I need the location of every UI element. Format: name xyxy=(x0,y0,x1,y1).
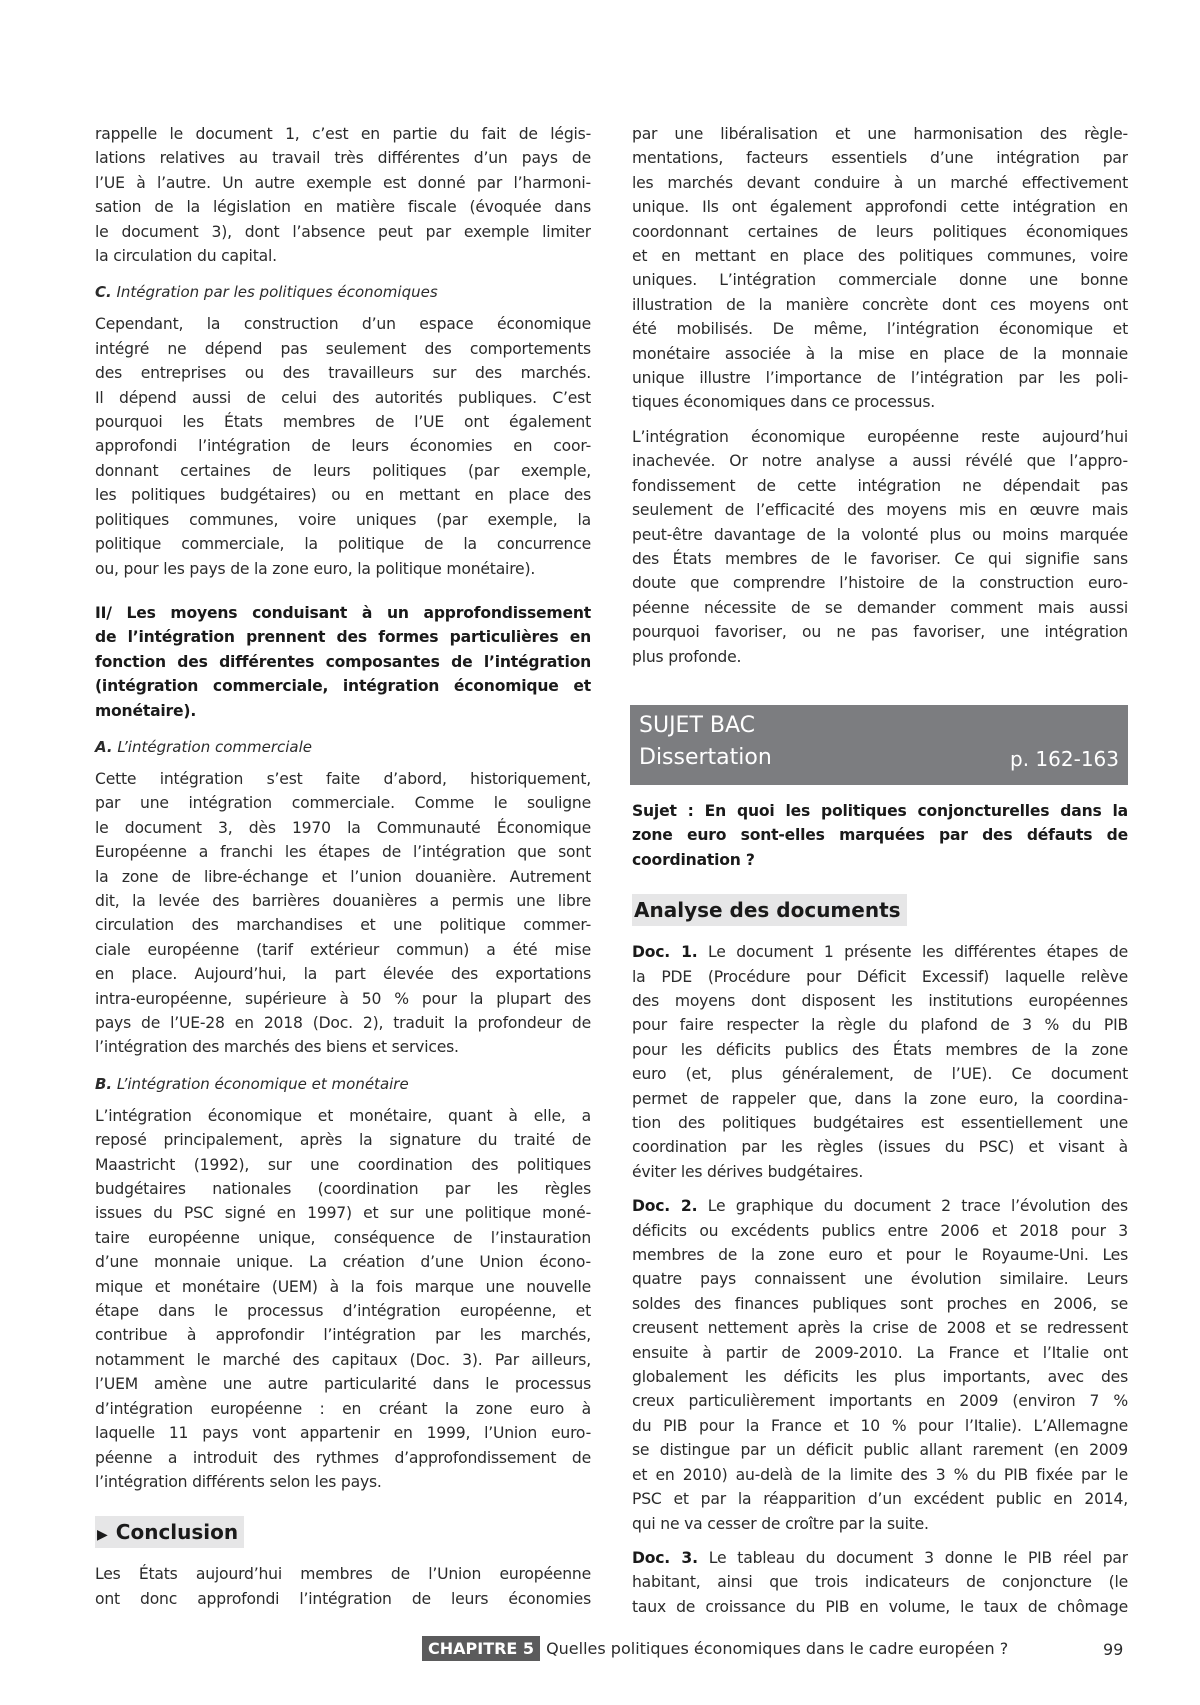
text-line xyxy=(632,1013,1128,1037)
text-line xyxy=(95,650,591,674)
text-line xyxy=(632,122,1128,146)
line-text: quatre pays connaissent une évolution similaire. Leurs xyxy=(632,1270,1128,1289)
line-text: coordination par les règles (issues du PSC) et visant à xyxy=(632,1138,1128,1157)
text-line xyxy=(632,317,1128,341)
text-line xyxy=(95,674,591,698)
text-line xyxy=(95,962,591,986)
text-line xyxy=(632,171,1128,195)
line-text: la PDE (Procédure pour Déficit Excessif) laquelle relève xyxy=(632,967,1128,986)
text-line xyxy=(632,620,1128,644)
line-text: peut-être davantage de la volonté plus ou moins marquée xyxy=(632,525,1128,544)
conclusion-label: Conclusion xyxy=(115,1520,239,1545)
paragraph xyxy=(95,122,591,268)
text-line xyxy=(632,523,1128,547)
text-line xyxy=(95,889,591,913)
conclusion-heading xyxy=(95,1516,244,1548)
line-text: uniques. L’intégration commerciale donne une bonne xyxy=(632,271,1128,290)
doc3-paragraph xyxy=(632,1546,1128,1619)
text-line xyxy=(95,601,591,625)
text-line xyxy=(95,146,591,170)
line-text: coordination ? xyxy=(632,850,755,869)
text-line xyxy=(632,146,1128,170)
line-text: taux de croissance du PIB en volume, le taux de chômage xyxy=(632,1597,1128,1616)
text-line xyxy=(95,195,591,219)
line-text: approfondi l’intégration de leurs économies en coor- xyxy=(95,437,591,456)
text-line xyxy=(632,366,1128,390)
text-line xyxy=(95,1177,591,1201)
text-line xyxy=(632,1463,1128,1487)
line-text: coordonnant certaines de leurs politiques économiques xyxy=(632,222,1128,241)
text-line xyxy=(632,268,1128,292)
line-text: Le tableau du document 3 donne le PIB réel par xyxy=(697,1548,1128,1567)
line-text: des États membres de le favoriser. Ce qui signifie sans xyxy=(632,549,1128,568)
line-text: pourquoi les États membres de l’UE ont également xyxy=(95,413,591,432)
line-text: lations relatives au travail très différentes d’un pays de xyxy=(95,149,591,168)
left-column xyxy=(95,122,591,1621)
text-line xyxy=(632,1219,1128,1243)
line-text: des entreprises ou des travailleurs sur des marchés. xyxy=(95,364,591,383)
line-text: intra-européenne, supérieure à 50 % pour la plupart des xyxy=(95,989,591,1008)
paragraph xyxy=(95,767,591,1060)
text-line xyxy=(632,1062,1128,1086)
text-line xyxy=(95,1421,591,1445)
text-line xyxy=(95,865,591,889)
line-text: issues du PSC signé en 1997) et sur une politique moné- xyxy=(95,1204,591,1223)
text-line xyxy=(95,1587,591,1611)
text-line xyxy=(632,1135,1128,1159)
line-text: qui ne va cesser de croître par la suite. xyxy=(632,1514,929,1533)
line-text: et en mettant en place des politiques communes, voire xyxy=(632,247,1128,266)
text-line xyxy=(95,1470,591,1494)
text-line xyxy=(632,1341,1128,1365)
text-line xyxy=(632,293,1128,317)
text-line xyxy=(632,1316,1128,1340)
line-text: (intégration commerciale, intégration économique et xyxy=(95,677,591,696)
line-text: mique et monétaire (UEM) à la fois marque une nouvelle xyxy=(95,1277,591,1296)
text-line xyxy=(95,1035,591,1059)
text-line xyxy=(632,1570,1128,1594)
text-line xyxy=(632,1487,1128,1511)
text-line xyxy=(95,1562,591,1586)
line-text: Maastricht (1992), sur une coordination des politiques xyxy=(95,1155,591,1174)
line-text: la zone de libre-échange et l’union douanière. Autrement xyxy=(95,867,591,886)
paragraph xyxy=(95,312,591,580)
text-line xyxy=(95,312,591,336)
line-text: creux particulièrement importants en 2009 (environ 7 % xyxy=(632,1392,1128,1411)
text-line xyxy=(95,699,591,723)
line-text: creusent nettement après la crise de 2008 et se redressent xyxy=(632,1319,1128,1338)
text-line xyxy=(632,1389,1128,1413)
subheading-letter: B. xyxy=(95,1074,113,1093)
text-line xyxy=(95,1348,591,1372)
line-text: mentations, facteurs essentiels d’une intégration par xyxy=(632,149,1128,168)
text-line xyxy=(632,1512,1128,1536)
line-text: reposé principalement, après la signature du traité de xyxy=(95,1131,591,1150)
line-text: en place. Aujourd’hui, la part élevée des exportations xyxy=(95,965,591,984)
line-text: fondissement de cette intégration ne dépendait pas xyxy=(632,476,1128,495)
text-line xyxy=(632,799,1128,823)
text-line xyxy=(632,989,1128,1013)
line-text: Il dépend aussi de celui des autorités publiques. C’est xyxy=(95,388,591,407)
line-text: monétaire associée à la mise en place de la monnaie xyxy=(632,344,1128,363)
line-text: dit, la levée des barrières douanières a permis une libre xyxy=(95,891,591,910)
banner-page-ref: p. 162-163 xyxy=(1010,746,1119,771)
line-text: taire européenne unique, conséquence de l’instauration xyxy=(95,1228,591,1247)
paragraph xyxy=(632,425,1128,669)
chapter-title: Quelles politiques économiques dans le cadre européen ? xyxy=(546,1639,1009,1658)
line-text: déficits ou excédents publics entre 2006 et 2018 pour 3 xyxy=(632,1221,1128,1240)
text-line xyxy=(632,1160,1128,1184)
line-text: pour faire respecter la règle du plafond de 3 % du PIB xyxy=(632,1016,1128,1035)
text-line xyxy=(95,1201,591,1225)
line-text: du PIB pour la France et 10 % pour l’Italie). L’Allemagne xyxy=(632,1416,1128,1435)
text-line xyxy=(95,791,591,815)
text-line xyxy=(95,386,591,410)
text-line xyxy=(632,1267,1128,1291)
line-text: d’une monnaie unique. La création d’une Union écono- xyxy=(95,1253,591,1272)
line-text: budgétaires nationales (coordination par les règles xyxy=(95,1180,591,1199)
line-text: circulation des marchandises et une politique commer- xyxy=(95,916,591,935)
text-line xyxy=(632,390,1128,414)
text-line xyxy=(95,987,591,1011)
text-line xyxy=(632,1595,1128,1619)
line-text: le document 3, dès 1970 la Communauté Économique xyxy=(95,818,591,837)
line-text: politiques communes, voire uniques (par exemple, la xyxy=(95,510,591,529)
line-text: politique commerciale, la politique de la concurrence xyxy=(95,535,591,554)
doc1-paragraph xyxy=(632,940,1128,1184)
text-line xyxy=(632,474,1128,498)
doc-label: Doc. 3. xyxy=(632,1548,698,1567)
text-line xyxy=(632,449,1128,473)
line-text: la circulation du capital. xyxy=(95,247,277,266)
text-line xyxy=(95,1226,591,1250)
line-text: notamment le marché des capitaux (Doc. 3). Par ailleurs, xyxy=(95,1350,591,1369)
line-text: fonction des différentes composantes de l’intégration xyxy=(95,652,591,671)
line-text: tion des politiques budgétaires est essentiellement une xyxy=(632,1114,1128,1132)
line-text: contribue à approfondir l’intégration par les marchés, xyxy=(95,1326,591,1345)
line-text: globalement les déficits les plus importants, avec des xyxy=(632,1368,1128,1387)
line-text: par une libéralisation et une harmonisation des règle- xyxy=(632,125,1128,143)
text-line xyxy=(95,840,591,864)
line-text: doute que comprendre l’histoire de la construction euro- xyxy=(632,574,1128,593)
text-line xyxy=(95,913,591,937)
paragraph xyxy=(95,1562,591,1611)
text-line xyxy=(95,1397,591,1421)
doc-label: Doc. 1. xyxy=(632,943,698,962)
text-line xyxy=(95,1011,591,1035)
text-line xyxy=(632,965,1128,989)
text-line xyxy=(632,1194,1128,1218)
text-line xyxy=(95,557,591,581)
line-text: tiques économiques dans ce processus. xyxy=(632,393,936,412)
line-text: se distingue par un déficit public allant rarement (en 2009 xyxy=(632,1441,1128,1460)
doc2-paragraph xyxy=(632,1194,1128,1536)
text-line xyxy=(95,625,591,649)
sujet-bac-banner xyxy=(630,705,1128,785)
line-text: seulement de l’efficacité des moyens mis en œuvre mais xyxy=(632,501,1128,520)
line-text: les marchés devant conduire à un marché effectivement xyxy=(632,173,1128,192)
line-text: Les États aujourd’hui membres de l’Union européenne xyxy=(95,1565,591,1584)
line-text: soldes des finances publiques sont proches en 2006, se xyxy=(632,1294,1128,1313)
text-line xyxy=(632,1414,1128,1438)
text-line xyxy=(95,361,591,385)
text-line xyxy=(95,1275,591,1299)
subheading-text: Intégration par les politiques économiques xyxy=(116,283,438,302)
text-line xyxy=(632,823,1128,847)
text-line xyxy=(95,1446,591,1470)
line-text: euro (et, plus généralement, de l’UE). Ce document xyxy=(632,1065,1128,1084)
text-line xyxy=(95,1153,591,1177)
text-line xyxy=(95,122,591,146)
text-line xyxy=(632,1546,1128,1570)
page-footer xyxy=(422,1636,1008,1661)
line-text: plus profonde. xyxy=(632,647,742,666)
line-text: l’UEM amène une autre particularité dans le processus xyxy=(95,1375,591,1394)
line-text: monétaire). xyxy=(95,701,197,720)
text-line xyxy=(95,816,591,840)
text-line xyxy=(95,1128,591,1152)
analyse-heading xyxy=(632,894,907,926)
text-line xyxy=(632,1111,1128,1135)
text-line xyxy=(95,1299,591,1323)
line-text: de l’intégration prennent des formes particulières en xyxy=(95,628,591,647)
text-line xyxy=(632,1087,1128,1111)
line-text: illustration de la manière concrète dont ces moyens ont xyxy=(632,295,1128,314)
line-text: d’intégration européenne : en créant la zone euro à xyxy=(95,1399,591,1418)
text-line xyxy=(632,848,1128,872)
text-line xyxy=(632,1365,1128,1389)
text-line xyxy=(632,1243,1128,1267)
line-text: habitant, ainsi que trois indicateurs de conjoncture (le xyxy=(632,1573,1128,1592)
line-text: péenne a introduit des rythmes d’approfondissement de xyxy=(95,1448,591,1467)
right-column xyxy=(632,122,1128,1629)
subheading-b xyxy=(95,1072,591,1096)
text-line xyxy=(95,220,591,244)
text-line xyxy=(632,425,1128,449)
line-text: Cette intégration s’est faite d’abord, historiquement, xyxy=(95,769,591,788)
line-text: Le document 1 présente les différentes étapes de xyxy=(697,943,1128,962)
line-text: pourquoi favoriser, ou ne pas favoriser, une intégration xyxy=(632,623,1128,642)
text-line xyxy=(95,532,591,556)
text-line xyxy=(95,508,591,532)
paragraph xyxy=(95,1104,591,1495)
text-line xyxy=(632,645,1128,669)
text-line xyxy=(95,1323,591,1347)
line-text: éviter les dérives budgétaires. xyxy=(632,1162,864,1181)
text-line xyxy=(632,1292,1128,1316)
text-line xyxy=(95,483,591,507)
line-text: pays de l’UE-28 en 2018 (Doc. 2), traduit la profondeur de xyxy=(95,1014,591,1032)
text-line xyxy=(95,767,591,791)
text-line xyxy=(632,244,1128,268)
line-text: zone euro sont-elles marquées par des défauts de xyxy=(632,826,1128,845)
text-line xyxy=(95,244,591,268)
text-line xyxy=(632,596,1128,620)
line-text: permet de rappeler que, dans la zone euro, la coordina- xyxy=(632,1089,1128,1108)
text-line xyxy=(95,1372,591,1396)
text-line xyxy=(95,1250,591,1274)
text-line xyxy=(95,410,591,434)
line-text: et en 2010) au-delà de la limite des 3 % du PIB fixée par le xyxy=(632,1465,1128,1484)
line-text: des moyens dont disposent les institutions européennes xyxy=(632,991,1128,1010)
line-text: ont donc approfondi l’intégration de leurs économies xyxy=(95,1589,591,1608)
line-text: PSC et par la réapparition d’un excédent public en 2014, xyxy=(632,1490,1128,1509)
banner-subtitle: Dissertation xyxy=(639,744,772,770)
analyse-label: Analyse des documents xyxy=(634,898,901,923)
text-line xyxy=(95,337,591,361)
line-text: les politiques budgétaires) ou en mettant en place des xyxy=(95,486,591,505)
text-line xyxy=(632,498,1128,522)
text-line xyxy=(632,1438,1128,1462)
line-text: pour les déficits publics des États membres de la zone xyxy=(632,1040,1128,1059)
text-line xyxy=(95,938,591,962)
subheading-text: L’intégration économique et monétaire xyxy=(116,1074,409,1093)
text-line xyxy=(632,940,1128,964)
subheading-letter: A. xyxy=(95,737,113,756)
line-text: l’intégration différents selon les pays. xyxy=(95,1472,382,1491)
line-text: laquelle 11 pays vont appartenir en 1999, l’Union euro- xyxy=(95,1424,591,1443)
line-text: ensuite à partir de 2009-2010. La France et l’Italie ont xyxy=(632,1343,1128,1362)
text-line xyxy=(632,342,1128,366)
line-text: l’UE à l’autre. Un autre exemple est donné par l’harmoni- xyxy=(95,173,591,192)
line-text: ciale européenne (tarif extérieur commun) a été mise xyxy=(95,940,591,959)
line-text: Cependant, la construction d’un espace économique xyxy=(95,315,591,334)
line-text: Sujet : En quoi les politiques conjoncturelles dans la xyxy=(632,801,1128,820)
text-line xyxy=(95,1104,591,1128)
banner-title: SUJET BAC xyxy=(639,712,756,738)
line-text: Européenne a franchi les étapes de l’intégration que sont xyxy=(95,843,591,862)
paragraph xyxy=(632,122,1128,415)
triangle-right-icon: ▶ xyxy=(97,1527,108,1544)
subheading-a xyxy=(95,735,591,759)
line-text: rappelle le document 1, c’est en partie du fait de légis- xyxy=(95,125,591,143)
line-text: II/ Les moyens conduisant à un approfondissement xyxy=(95,603,591,622)
subheading-c xyxy=(95,280,591,304)
subheading-text: L’intégration commerciale xyxy=(117,737,313,756)
line-text: étape dans le processus d’intégration européenne, et xyxy=(95,1302,591,1321)
line-text: péenne nécessite de se demander comment mais aussi xyxy=(632,598,1128,617)
text-line xyxy=(95,434,591,458)
line-text: sation de la législation en matière fiscale (évoquée dans xyxy=(95,198,591,217)
text-line xyxy=(95,171,591,195)
line-text: été mobilisés. De même, l’intégration économique et xyxy=(632,320,1128,339)
text-line xyxy=(632,195,1128,219)
line-text: membres de la zone euro et pour le Royaume-Uni. Les xyxy=(632,1246,1128,1265)
line-text: L’intégration économique européenne reste aujourd’hui xyxy=(632,427,1128,446)
line-text: intégré ne dépend pas seulement des comportements xyxy=(95,339,591,358)
line-text: le document 3), dont l’absence peut par exemple limiter xyxy=(95,222,591,241)
text-line xyxy=(632,220,1128,244)
text-line xyxy=(632,1038,1128,1062)
line-text: donnant certaines de leurs politiques (par exemple, xyxy=(95,461,591,480)
line-text: par une intégration commerciale. Comme le souligne xyxy=(95,794,591,813)
chapter-badge: CHAPITRE 5 xyxy=(422,1636,540,1661)
sujet-question xyxy=(632,799,1128,872)
page-number: 99 xyxy=(1103,1640,1124,1659)
line-text: inachevée. Or notre analyse a aussi révélé que l’appro- xyxy=(632,452,1128,471)
text-line xyxy=(95,459,591,483)
line-text: l’intégration des marchés des biens et services. xyxy=(95,1038,459,1057)
part-heading xyxy=(95,601,591,723)
doc-label: Doc. 2. xyxy=(632,1197,698,1216)
line-text: unique illustre l’importance de l’intégration par les poli- xyxy=(632,369,1128,388)
subheading-letter: C. xyxy=(95,283,112,302)
line-text: ou, pour les pays de la zone euro, la politique monétaire). xyxy=(95,559,536,578)
text-line xyxy=(632,547,1128,571)
text-line xyxy=(632,571,1128,595)
line-text: unique. Ils ont également approfondi cette intégration en xyxy=(632,198,1128,217)
line-text: Le graphique du document 2 trace l’évolution des xyxy=(697,1197,1128,1216)
line-text: L’intégration économique et monétaire, quant à elle, a xyxy=(95,1106,591,1125)
